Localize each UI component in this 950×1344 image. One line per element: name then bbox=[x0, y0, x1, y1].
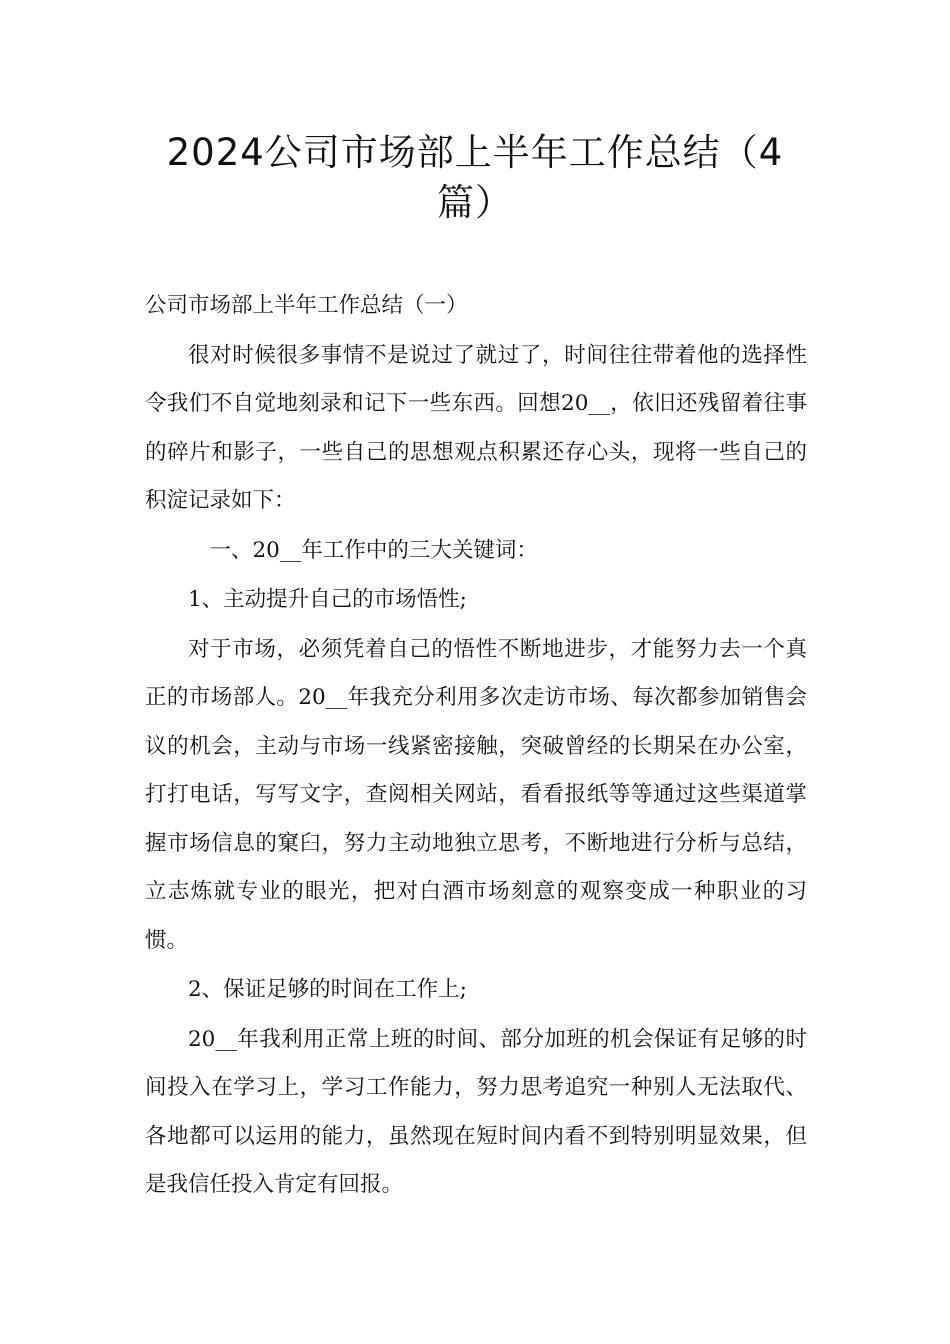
paragraph: 20__年我利用正常上班的时间、部分加班的机会保证有足够的时间投入在学习上，学习工作能力，努力思考追究一种别人无法取代、各地都可以运用的能力，虽然现在短时间内看不到特别明显效果，但是我信任投入肯定有回报。 bbox=[145, 1026, 807, 1197]
section-heading: 公司市场部上半年工作总结（一） bbox=[145, 293, 468, 318]
paragraph: 很对时候很多事情不是说过了就过了，时间往往带着他的选择性令我们不自觉地刻录和记下一些东西。回想20__，依旧还残留着往事的碎片和影子，一些自己的思想观点积累还存心头，现将一些自己的积淀记录如下： bbox=[145, 342, 807, 513]
list-item-heading: 1、主动提升自己的市场悟性; bbox=[188, 587, 467, 612]
document-title: 2024公司市场部上半年工作总结（4篇） bbox=[166, 131, 784, 224]
paragraph: 对于市场，必须凭着自己的悟性不断地进步，才能努力去一个真正的市场部人。20__年我充分利用多次走访市场、每次都参加销售会议的机会，主动与市场一线紧密接触，突破曾经的长期呆在办公室，打打电话，写写文字，查阅相关网站，看看报纸等等通过这些渠道掌握市场信息的窠臼，努力主动地独立思考，不断地进行分析与总结，立志炼就专业的眼光，把对白酒市场刻意的观察变成一种职业的习惯。 bbox=[145, 636, 807, 953]
list-heading: 一、20__年工作中的三大关键词： bbox=[209, 537, 538, 563]
document-body bbox=[145, 282, 807, 1211]
list-item-heading: 2、保证足够的时间在工作上; bbox=[188, 977, 467, 1002]
